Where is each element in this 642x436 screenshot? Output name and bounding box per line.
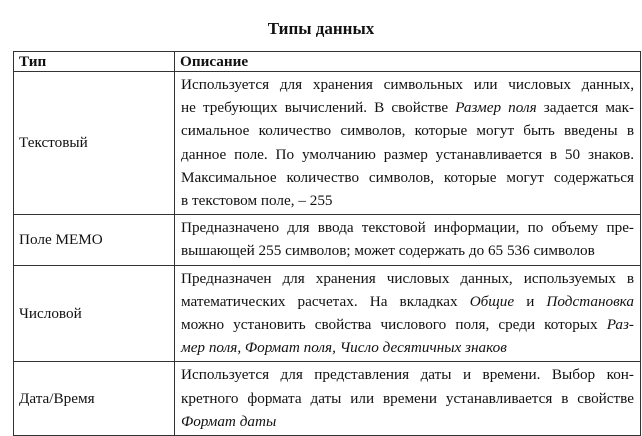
header-type: Тип xyxy=(14,52,175,72)
type-cell: Дата/Время xyxy=(14,362,175,436)
description-line: кретного формата даты или времени устанавливается в свойстве xyxy=(181,389,634,407)
description-cell xyxy=(175,72,641,215)
description-line: данное поле. По умолчанию размер устанавливается в 50 знаков. xyxy=(181,145,634,163)
description-cell xyxy=(175,362,641,436)
table-row xyxy=(14,215,641,265)
description-line: в текстовом поле, – 255 xyxy=(181,192,333,210)
description-line xyxy=(181,410,634,433)
page-title: Типы данных xyxy=(267,19,375,38)
italic-term: мер поля, Формат поля, Число десятичных знаков xyxy=(181,339,507,357)
type-cell: Текстовый xyxy=(14,72,175,215)
description-line: Предназначено для ввода текстовой информации, по объему пре- xyxy=(181,219,634,237)
description-line xyxy=(181,336,634,359)
italic-term: Раз- xyxy=(606,316,634,334)
italic-term: Размер поля xyxy=(455,99,537,117)
data-types-table xyxy=(13,51,641,436)
table-row xyxy=(14,362,641,436)
description-line: Предназначен для хранения числовых данных, используемых в xyxy=(181,269,634,287)
description-line: симальное количество символов, которые могут быть введены в xyxy=(181,122,634,140)
type-cell: Поле MEMO xyxy=(14,215,175,265)
table-row xyxy=(14,72,641,215)
italic-term: Формат даты xyxy=(181,412,277,430)
description-line: Используется для представления даты и времени. Выбор кон- xyxy=(181,366,634,384)
description-cell xyxy=(175,265,641,362)
description-line: можно установить свойства числового поля, среди которых Раз- xyxy=(181,316,634,334)
header-description: Описание xyxy=(175,52,641,72)
description-cell xyxy=(175,215,641,265)
description-line: Используется для хранения символьных или числовых данных, xyxy=(181,76,634,93)
description-line: вышающей 255 символов; может содержать до 65 536 символов xyxy=(181,242,595,260)
type-cell: Числовой xyxy=(14,265,175,362)
description-line: математических расчетах. На вкладках Общие и Подстановка xyxy=(181,292,634,310)
table-header-row xyxy=(14,52,641,72)
italic-term: Подстановка xyxy=(546,292,634,310)
italic-term: Общие xyxy=(469,292,515,310)
description-line: Максимальное количество символов, которые могут содержаться xyxy=(181,168,634,186)
description-line: не требующих вычислений. В свойстве Размер поля задается мак- xyxy=(181,99,635,117)
table-row xyxy=(14,265,641,362)
